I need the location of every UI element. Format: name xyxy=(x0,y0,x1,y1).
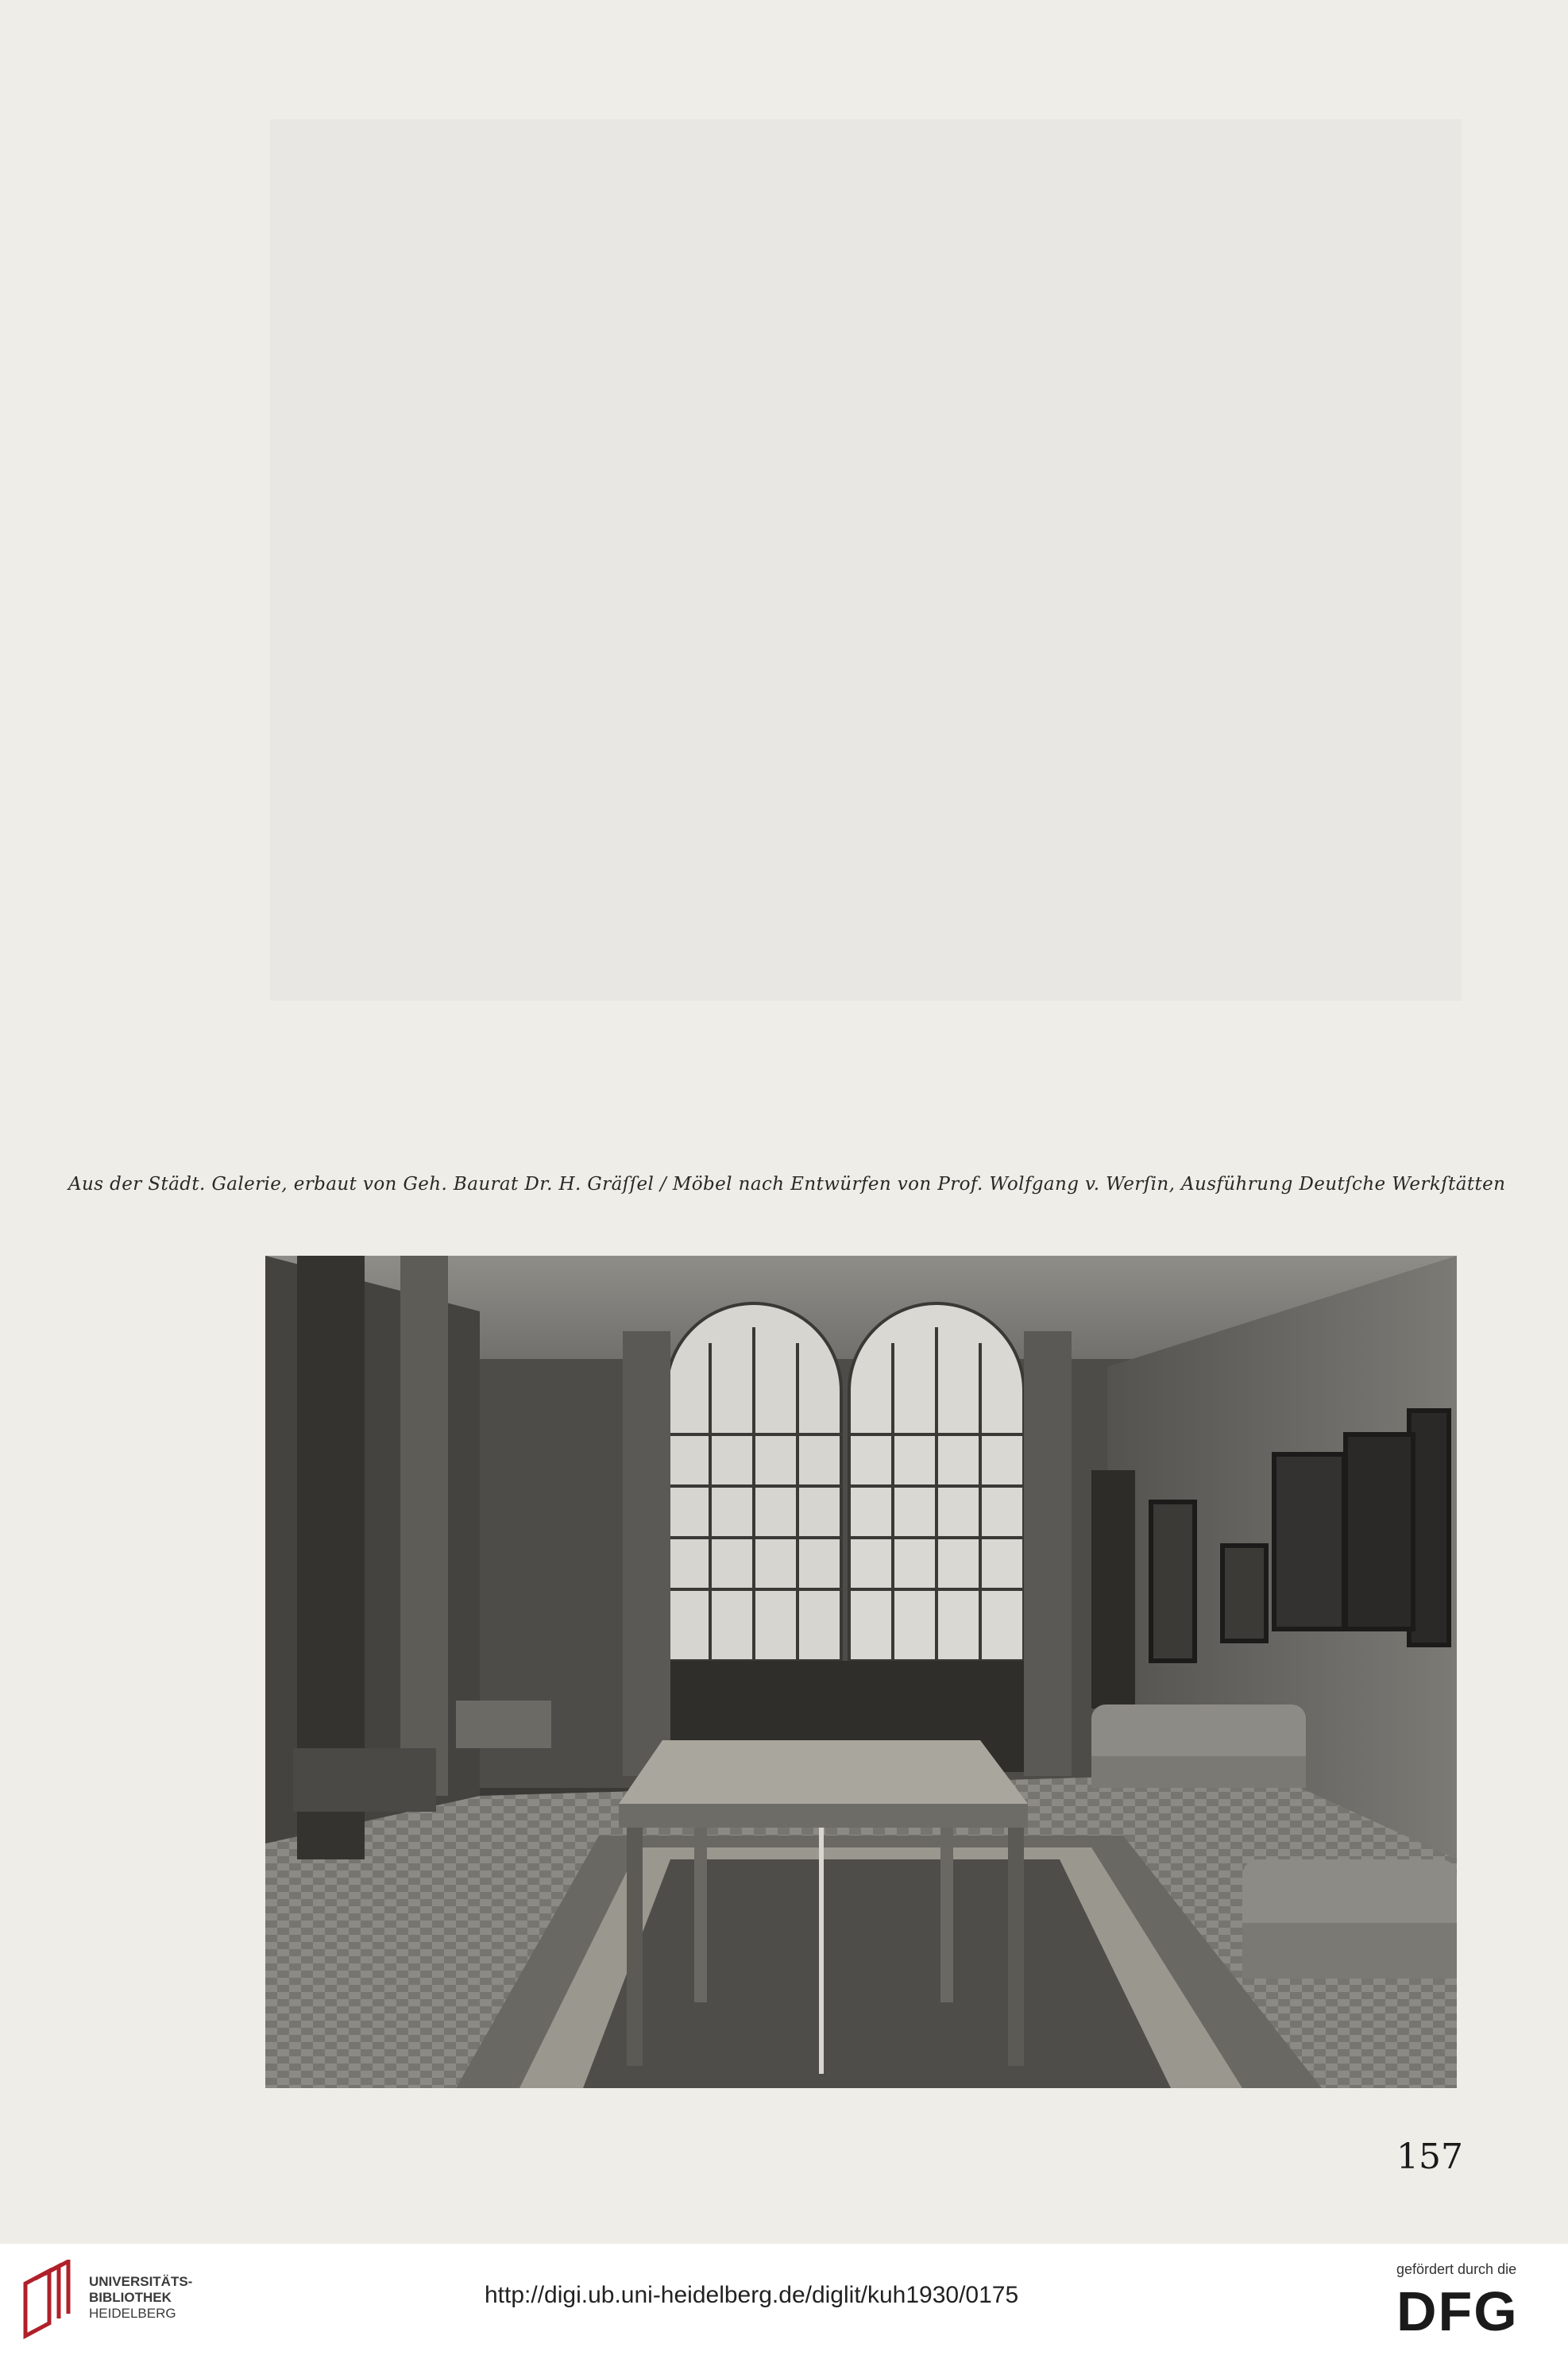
permalink-url[interactable]: http://digi.ub.uni-heidelberg.de/diglit/kuh1930/0175 xyxy=(485,2282,1019,2308)
funded-by-label: gefördert durch die xyxy=(1396,2261,1517,2277)
library-name-line-3: HEIDELBERG xyxy=(89,2306,176,2321)
library-name xyxy=(89,2274,192,2322)
figure-caption: Aus der Städt. Galerie, erbaut von Geh. Baurat Dr. H. Gräſſel / Möbel nach Entwürfen von Prof. Wolfgang v. Werſin, Ausführung Deutſche Werkſtätten xyxy=(68,1174,1506,1195)
library-name-line-2: BIBLIOTHEK xyxy=(89,2290,172,2305)
digitization-footer xyxy=(0,2244,1568,2355)
dfg-logo: DFG xyxy=(1396,2280,1519,2342)
gallery-room-photograph xyxy=(265,1256,1457,2088)
page-number: 157 xyxy=(1396,2137,1463,2177)
blank-image-plate xyxy=(270,119,1462,1001)
library-name-line-1: UNIVERSITÄTS- xyxy=(89,2274,193,2289)
